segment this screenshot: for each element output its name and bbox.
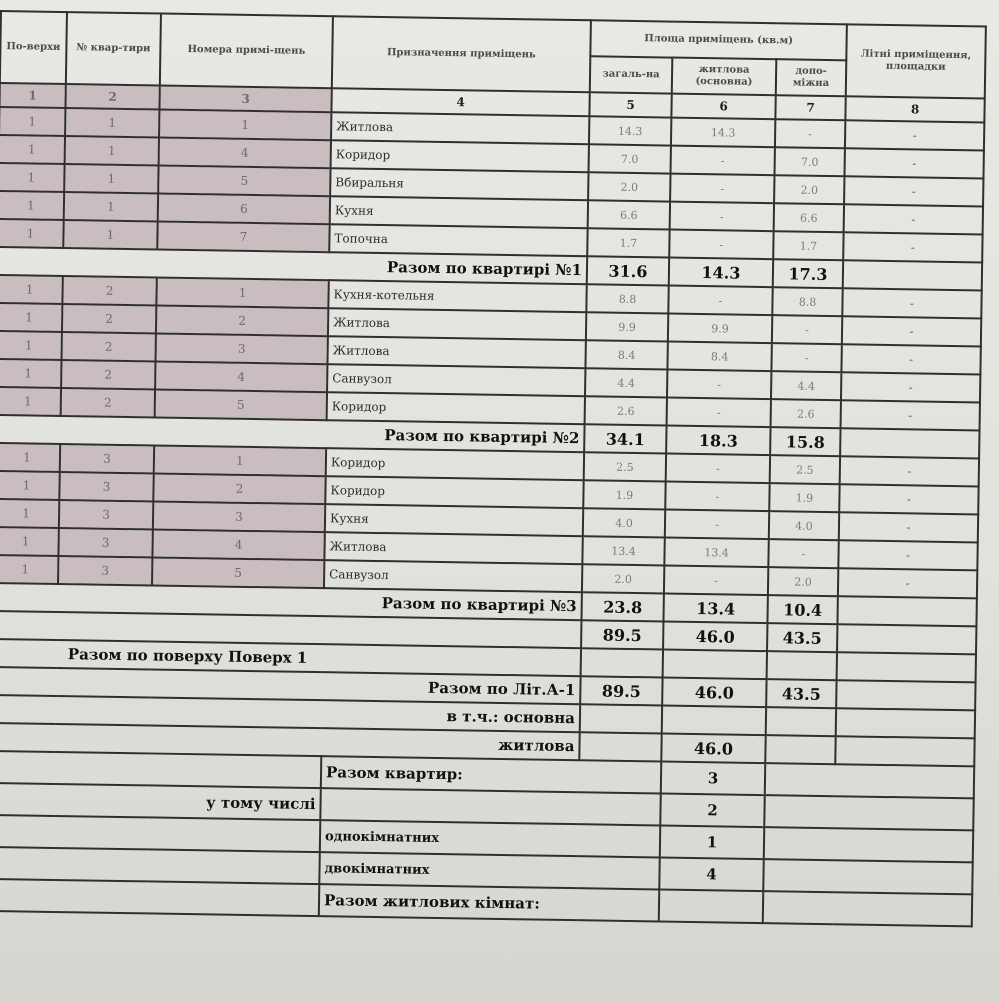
col-purpose-header: Призначення приміщень — [332, 16, 591, 92]
subtotal-living: 18.3 — [666, 426, 770, 456]
cell-living: - — [668, 286, 772, 316]
empty-cell — [0, 847, 320, 884]
empty-cell — [581, 648, 663, 677]
cell-total: 14.3 — [589, 116, 671, 145]
empty-cell — [662, 705, 766, 735]
floor-total-total: 89.5 — [581, 620, 663, 649]
empty-cell — [836, 680, 975, 710]
index-cell: 6 — [671, 94, 775, 120]
cell-apt: 3 — [58, 528, 152, 557]
incl-main-label: в т.ч.: основна — [0, 695, 580, 732]
cell-summer: - — [843, 232, 982, 262]
empty-cell — [764, 827, 973, 862]
subtotal-living: 14.3 — [669, 258, 773, 288]
subtotal-label: Разом по квартирі №2 — [0, 415, 585, 452]
cell-apt: 2 — [61, 360, 155, 389]
one-room-label: однокімнатних — [320, 820, 660, 857]
cell-total: 1.7 — [587, 228, 669, 257]
cell-living: 14.3 — [671, 118, 775, 148]
cell-apt: 3 — [60, 444, 154, 473]
cell-summer: - — [840, 456, 979, 486]
cell-purpose: Кухня — [325, 504, 583, 536]
empty-cell — [837, 596, 976, 626]
cell-room: 7 — [157, 222, 329, 253]
cell-summer: - — [842, 316, 981, 346]
empty-cell — [836, 708, 975, 738]
cell-apt: 2 — [61, 388, 155, 417]
cell-living: - — [665, 482, 769, 512]
cell-room: 5 — [155, 389, 327, 420]
cell-aux: 2.6 — [771, 399, 841, 428]
cell-room: 1 — [159, 110, 331, 141]
cell-living: - — [671, 146, 775, 176]
table-header — [0, 11, 986, 122]
cell-living: 8.4 — [667, 342, 771, 372]
cell-summer: - — [844, 204, 983, 234]
cell-aux: - — [771, 343, 841, 372]
cell-floor: 1 — [0, 107, 65, 136]
cell-total: 1.9 — [583, 480, 665, 509]
empty-cell — [0, 815, 320, 852]
cell-summer: - — [839, 484, 978, 514]
cell-living: - — [667, 398, 771, 428]
cell-room: 3 — [155, 333, 327, 364]
cell-apt: 3 — [59, 472, 153, 501]
cell-room: 4 — [155, 361, 327, 392]
cell-floor: 1 — [0, 331, 62, 360]
cell-total: 4.4 — [585, 368, 667, 397]
empty-cell — [763, 859, 972, 894]
subtotal-label: Разом по квартирі №1 — [0, 247, 587, 284]
table-footer — [0, 611, 976, 926]
empty-cell — [659, 889, 763, 923]
cell-summer: - — [838, 540, 977, 570]
empty-cell — [320, 788, 660, 825]
cell-living: - — [670, 174, 774, 204]
floor-total-label: Разом по поверху Поверх 1 — [0, 639, 581, 676]
empty-cell — [663, 649, 767, 679]
empty-cell — [765, 735, 835, 764]
cell-total: 2.5 — [584, 452, 666, 481]
cell-room: 1 — [156, 277, 328, 308]
empty-cell — [767, 651, 837, 680]
floor-total-living: 46.0 — [663, 621, 767, 651]
cell-room: 2 — [156, 305, 328, 336]
cell-living: - — [664, 566, 768, 596]
cell-living: - — [670, 202, 774, 232]
index-cell: 1 — [0, 83, 66, 108]
subtotal-total: 23.8 — [581, 592, 663, 621]
cell-aux: - — [768, 539, 838, 568]
floor-total-aux: 43.5 — [767, 623, 837, 652]
lit-total-aux: 43.5 — [766, 679, 836, 708]
cell-room: 6 — [158, 194, 330, 225]
cell-aux: 1.9 — [769, 483, 839, 512]
one-room-value: 2 — [660, 793, 764, 827]
cell-purpose: Санвузол — [327, 364, 585, 396]
cell-purpose: Житлова — [331, 112, 589, 144]
cell-aux: 7.0 — [775, 147, 845, 176]
col-living-header: житлова (основна) — [672, 58, 777, 96]
cell-aux: 6.6 — [774, 203, 844, 232]
cell-apt: 2 — [62, 304, 156, 333]
cell-floor: 1 — [0, 191, 64, 220]
cell-summer: - — [841, 372, 980, 402]
subtotal-label: Разом по квартирі №3 — [0, 583, 582, 620]
cell-purpose: Житлова — [328, 308, 586, 340]
cell-summer: - — [842, 288, 981, 318]
empty-cell — [0, 751, 321, 788]
cell-floor: 1 — [0, 499, 59, 528]
cell-room: 1 — [154, 445, 326, 476]
subtotal-living: 13.4 — [663, 594, 767, 624]
subtotal-aux: 15.8 — [770, 427, 840, 456]
cell-aux: 4.0 — [769, 511, 839, 540]
subtotal-total: 34.1 — [584, 424, 666, 453]
cell-aux: 8.8 — [772, 287, 842, 316]
cell-room: 4 — [159, 138, 331, 169]
cell-aux: 4.4 — [771, 371, 841, 400]
cell-total: 8.4 — [585, 340, 667, 369]
cell-total: 2.6 — [585, 396, 667, 425]
two-room-value: 1 — [660, 825, 764, 859]
cell-total: 2.0 — [588, 172, 670, 201]
empty-cell — [765, 763, 974, 798]
cell-aux: - — [772, 315, 842, 344]
cell-floor: 1 — [0, 135, 65, 164]
area-group-header: Площа приміщень (кв.м) — [590, 20, 847, 60]
empty-cell — [835, 736, 974, 766]
cell-summer: - — [841, 344, 980, 374]
cell-living: 9.9 — [668, 314, 772, 344]
cell-total: 4.0 — [583, 508, 665, 537]
empty-cell — [764, 795, 973, 830]
living-rooms-total-value: 4 — [659, 857, 763, 891]
lit-total-total: 89.5 — [580, 676, 662, 705]
cell-summer: - — [845, 120, 984, 150]
incl-living-value: 46.0 — [661, 733, 765, 763]
cell-summer: - — [841, 400, 980, 430]
cell-aux: - — [775, 119, 845, 148]
cell-apt: 1 — [64, 164, 158, 193]
subtotal-aux: 10.4 — [767, 595, 837, 624]
cell-summer: - — [838, 568, 977, 598]
cell-purpose: Кухня-котельня — [328, 280, 586, 312]
cell-room: 2 — [153, 473, 325, 504]
cell-living: 13.4 — [664, 538, 768, 568]
cell-apt: 1 — [64, 192, 158, 221]
cell-floor: 1 — [0, 471, 60, 500]
empty-cell — [580, 704, 662, 733]
col-summer-header: Літні приміщення, площадки — [846, 24, 986, 98]
apartments-total-value: 3 — [661, 761, 765, 795]
index-cell: 8 — [845, 96, 984, 122]
index-cell: 3 — [159, 86, 331, 113]
table-body — [0, 107, 984, 626]
two-room-label: двокімнатних — [319, 852, 659, 889]
empty-cell — [837, 624, 976, 654]
incl-living-label: житлова — [0, 723, 580, 760]
cell-floor: 1 — [0, 275, 63, 304]
col-apt-header: № квар-тири — [66, 12, 161, 85]
cell-floor: 1 — [0, 163, 65, 192]
empty-cell — [843, 260, 982, 290]
cell-floor: 1 — [0, 555, 58, 584]
col-rooms-header: Номера примі-щень — [160, 14, 333, 89]
cell-purpose: Коридор — [325, 476, 583, 508]
cell-apt: 2 — [62, 276, 156, 305]
cell-aux: 1.7 — [773, 231, 843, 260]
cell-purpose: Кухня — [330, 196, 588, 228]
cell-aux: 2.0 — [774, 175, 844, 204]
subtotal-total: 31.6 — [587, 256, 669, 285]
subtotal-aux: 17.3 — [773, 259, 843, 288]
cell-apt: 3 — [59, 500, 153, 529]
living-rooms-total-label: Разом житлових кімнат: — [319, 884, 659, 921]
index-cell: 5 — [589, 92, 671, 117]
cell-apt: 3 — [58, 556, 152, 585]
cell-purpose: Вбиральня — [330, 168, 588, 200]
index-cell: 2 — [65, 84, 159, 109]
cell-purpose: Житлова — [324, 532, 582, 564]
cell-purpose: Житлова — [327, 336, 585, 368]
explication-table — [0, 10, 987, 927]
cell-floor: 1 — [0, 387, 61, 416]
cell-floor: 1 — [0, 303, 62, 332]
empty-cell — [766, 707, 836, 736]
cell-room: 3 — [153, 501, 325, 532]
cell-floor: 1 — [0, 527, 59, 556]
col-aux-header: допо-міжна — [776, 59, 847, 96]
cell-total: 6.6 — [588, 200, 670, 229]
cell-purpose: Топочна — [329, 224, 587, 256]
cell-purpose: Коридор — [326, 448, 584, 480]
cell-apt: 1 — [65, 108, 159, 137]
cell-living: - — [667, 370, 771, 400]
cell-summer: - — [844, 176, 983, 206]
index-cell: 4 — [331, 88, 589, 116]
cell-floor: 1 — [0, 359, 62, 388]
cell-purpose: Санвузол — [324, 560, 582, 592]
cell-total: 13.4 — [582, 536, 664, 565]
empty-cell — [837, 652, 976, 682]
of-which-label: у тому числі — [0, 783, 321, 820]
cell-summer: - — [845, 148, 984, 178]
cell-aux: 2.0 — [768, 567, 838, 596]
cell-room: 5 — [152, 557, 324, 588]
col-total-header: загаль-на — [590, 56, 673, 93]
cell-summer: - — [839, 512, 978, 542]
cell-purpose: Коридор — [327, 392, 585, 424]
lit-total-living: 46.0 — [662, 677, 766, 707]
cell-living: - — [669, 230, 773, 260]
cell-total: 2.0 — [582, 564, 664, 593]
cell-room: 4 — [152, 529, 324, 560]
cell-apt: 2 — [62, 332, 156, 361]
apartments-total-label: Разом квартир: — [321, 756, 661, 793]
cell-floor: 1 — [0, 219, 64, 248]
cell-living: - — [666, 454, 770, 484]
empty-cell — [840, 428, 979, 458]
index-cell: 7 — [775, 95, 845, 120]
cell-purpose: Коридор — [331, 140, 589, 172]
empty-cell — [763, 891, 972, 926]
empty-cell — [579, 732, 661, 761]
cell-aux: 2.5 — [770, 455, 840, 484]
cell-total: 8.8 — [586, 284, 668, 313]
lit-total-label: Разом по Літ.А-1 — [0, 667, 581, 704]
cell-floor: 1 — [0, 443, 60, 472]
col-floor-header: По-верхи — [0, 11, 67, 84]
empty-cell — [0, 879, 319, 916]
cell-apt: 1 — [65, 136, 159, 165]
cell-room: 5 — [158, 166, 330, 197]
cell-living: - — [665, 510, 769, 540]
cell-apt: 1 — [63, 220, 157, 249]
cell-total: 9.9 — [586, 312, 668, 341]
cell-total: 7.0 — [589, 144, 671, 173]
